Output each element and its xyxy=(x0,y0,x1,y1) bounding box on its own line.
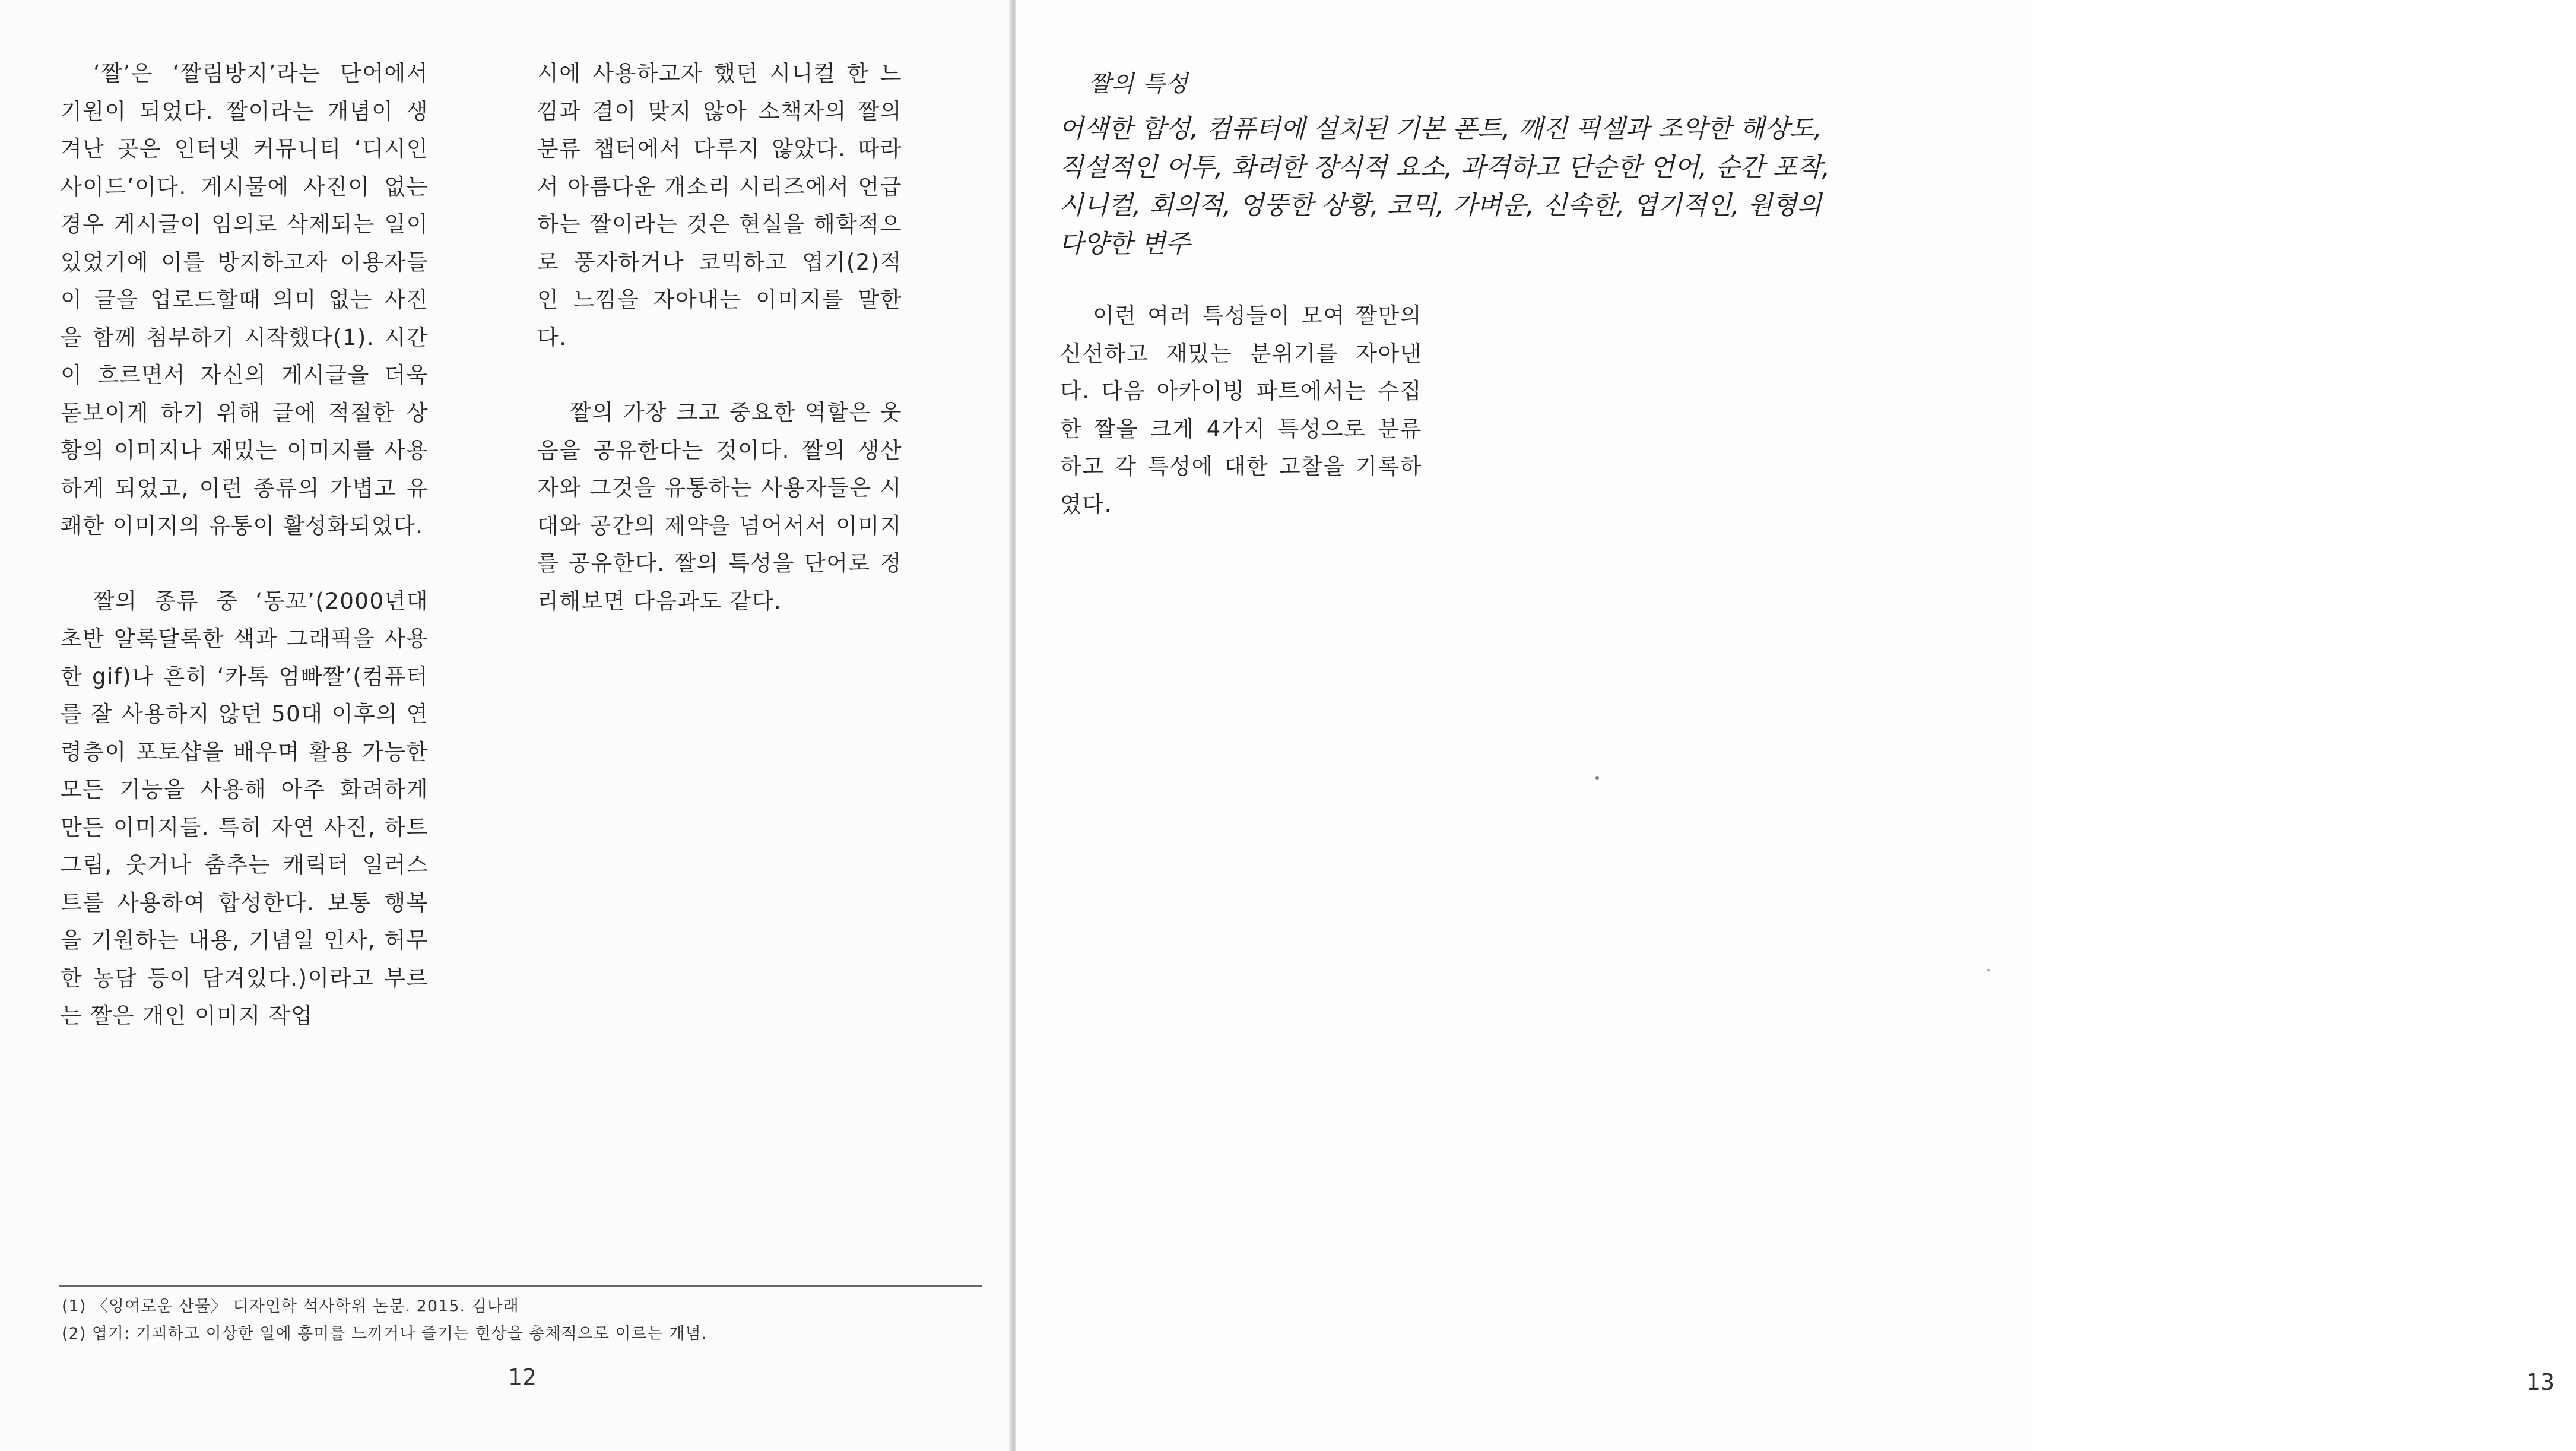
book-gutter xyxy=(1009,0,1016,1451)
section-heading: 짤의 특성 xyxy=(1089,71,1189,97)
left-page-column-2 xyxy=(537,55,902,620)
footnote-2: (2) 엽기: 기괴하고 이상한 일에 흥미를 느끼거나 즐기는 현상을 총체적으로 이르는 개념. xyxy=(62,1325,708,1343)
page-number-right: 13 xyxy=(2526,1369,2555,1395)
footnote-1: (1) 〈잉여로운 산물〉 디자인학 석사학위 논문. 2015. 김나래 xyxy=(62,1297,519,1316)
body-paragraph: ‘짤’은 ‘짤림방지’라는 단어에서 기원이 되었다. 짤이라는 개념이 생겨난 곳은 인터넷 커뮤니티 ‘디시인사이드’이다. 게시물에 사진이 없는 경우 게시글이 임의로 삭제되는 일이 있었기에 이를 방지하고자 이용자들이 글을 업로드할때 의미 없는 사진을 함께 첨부하기 시작했다(1). 시간이 흐르면서 자신의 게시글을 더욱 돋보이게 하기 위해 글에 적절한 상황의 이미지나 재밌는 이미지를 사용하게 되었고, 이런 종류의 가볍고 유쾌한 이미지의 유통이 활성화되었다. xyxy=(61,61,429,538)
footnotes xyxy=(62,1293,988,1348)
left-page xyxy=(0,0,1009,1451)
body-paragraph: 짤의 가장 크고 중요한 역할은 웃음을 공유한다는 것이다. 짤의 생산자와 그것을 유통하는 사용자들은 시대와 공간의 제약을 넘어서서 이미지를 공유한다. 짤의 특성을 단어로 정리해보면 다음과도 같다. xyxy=(537,400,902,614)
left-page-column-1 xyxy=(61,55,429,1035)
footnote-divider xyxy=(59,1285,982,1287)
page-number-left: 12 xyxy=(507,1364,537,1390)
body-paragraph: 짤의 종류 중 ‘동꼬’(2000년대 초반 알록달록한 색과 그래픽을 사용한 gif)나 흔히 ‘카톡 엄빠짤’(컴퓨터를 잘 사용하지 않던 50대 이후의 연령층이 포토샵을 배우며 활용 가능한 모든 기능을 사용해 아주 화려하게 만든 이미지들. 특히 자연 사진, 하트 그림, 웃거나 춤추는 캐릭터 일러스트를 사용하여 합성한다. 보통 행복을 기원하는 내용, 기념일 인사, 허무한 농담 등이 담겨있다.)이라고 부르는 짤은 개인 이미지 작업 xyxy=(61,588,429,1028)
paragraph-spacer xyxy=(61,545,429,582)
body-paragraph: 시에 사용하고자 했던 시니컬 한 느낌과 결이 맞지 않아 소책자의 짤의 분류 챕터에서 다루지 않았다. 따라서 아름다운 개소리 시리즈에서 언급하는 짤이라는 것은 현실을 해학적으로 풍자하거나 코믹하고 엽기(2)적인 느낌을 자아내는 이미지를 말한다. xyxy=(537,61,902,350)
feature-keyword-list: 어색한 합성, 컴퓨터에 설치된 기본 폰트, 깨진 픽셀과 조악한 해상도, 직설적인 어투, 화려한 장식적 요소, 과격하고 단순한 언어, 순간 포착, 시니컬, 회의적, 엉뚱한 상황, 코믹, 가벼운, 신속한, 엽기적인, 원형의 다양한 변주 xyxy=(1059,114,1831,259)
paragraph-spacer xyxy=(537,356,902,394)
body-paragraph: 이런 여러 특성들이 모여 짤만의 신선하고 재밌는 분위기를 자아낸다. 다음 아카이빙 파트에서는 수집한 짤을 크게 4가지 특성으로 분류하고 각 특성에 대한 고찰을 기록하였다. xyxy=(1060,303,1422,517)
right-page-column xyxy=(1060,297,1422,523)
